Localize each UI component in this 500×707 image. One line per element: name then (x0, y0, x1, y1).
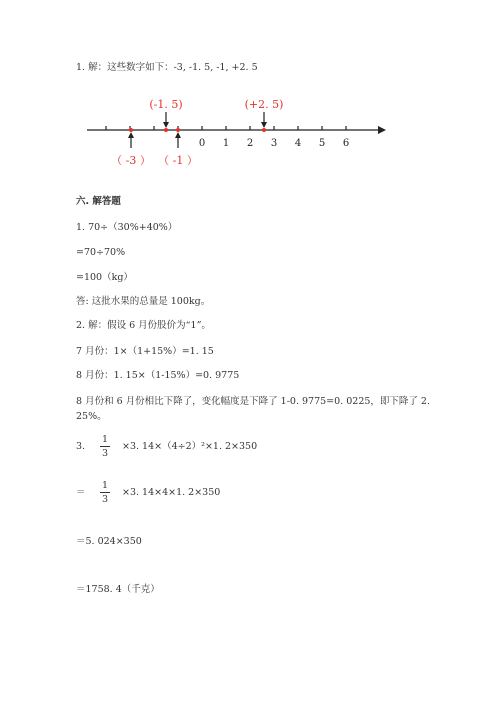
fraction-denominator: 3 (101, 448, 109, 459)
q3-fraction-1 (100, 434, 110, 459)
number-line (0, 90, 500, 270)
q3-fraction-2 (100, 480, 110, 505)
solution-line-7: 8 月份：1. 15×（1-15%）=0. 9775 (76, 370, 240, 381)
solution-line-2: =70÷70% (76, 247, 126, 258)
tick-label: 1 (222, 138, 230, 149)
label-pos-2-5: (+2. 5) (244, 98, 284, 111)
q3-expression-1: ×3. 14×（4÷2）²×1. 2×350 (122, 441, 258, 452)
section-title: 六. 解答题 (76, 196, 121, 207)
solution-line-1: 1. 70÷（30%+40%） (76, 222, 178, 233)
solution-line-8: 8 月份和 6 月份相比下降了，变化幅度是下降了 1-0. 9775=0. 0225，即下降了 2. 25%。 (76, 396, 430, 422)
tick-label: 0 (198, 138, 206, 149)
fraction-numerator: 1 (101, 434, 109, 445)
point-neg-1-5 (164, 128, 168, 132)
solution-line-4: 答: 这批水果的总量是 100kg。 (76, 296, 211, 307)
q3-expression-2: ×3. 14×4×1. 2×350 (122, 487, 221, 498)
fraction-denominator: 3 (101, 494, 109, 505)
solution-line-6: 7 月份：1×（1+15%）=1. 15 (76, 346, 214, 357)
fraction-numerator: 1 (101, 480, 109, 491)
point-neg-3 (129, 128, 133, 132)
label-neg-1: （ -1 ） (158, 154, 198, 167)
solution-line-5: 2. 解：假设 6 月份股价为“1”。 (76, 320, 211, 331)
point-pos-2-5 (262, 128, 266, 132)
number-line-arrow (378, 126, 386, 134)
solution-line-3: =100（kg） (76, 272, 133, 283)
label-neg-1-5: (-1. 5) (149, 98, 183, 111)
q1-answer-line: 1. 解：这些数字如下：-3, -1. 5, -1, +2. 5 (76, 62, 258, 73)
point-neg-1 (176, 128, 180, 132)
q3-line-3: ＝5. 024×350 (76, 536, 142, 547)
tick-label: 6 (342, 138, 350, 149)
tick-label: 2 (246, 138, 254, 149)
q3-number: 3. (76, 441, 86, 452)
q3-equals-2: ＝ (76, 487, 86, 498)
label-neg-3: （ -3 ） (111, 154, 151, 167)
q3-line-4: ＝1758. 4（千克） (76, 584, 160, 595)
tick-label: 5 (318, 138, 326, 149)
tick-label: 4 (294, 138, 302, 149)
tick-label: 3 (270, 138, 278, 149)
